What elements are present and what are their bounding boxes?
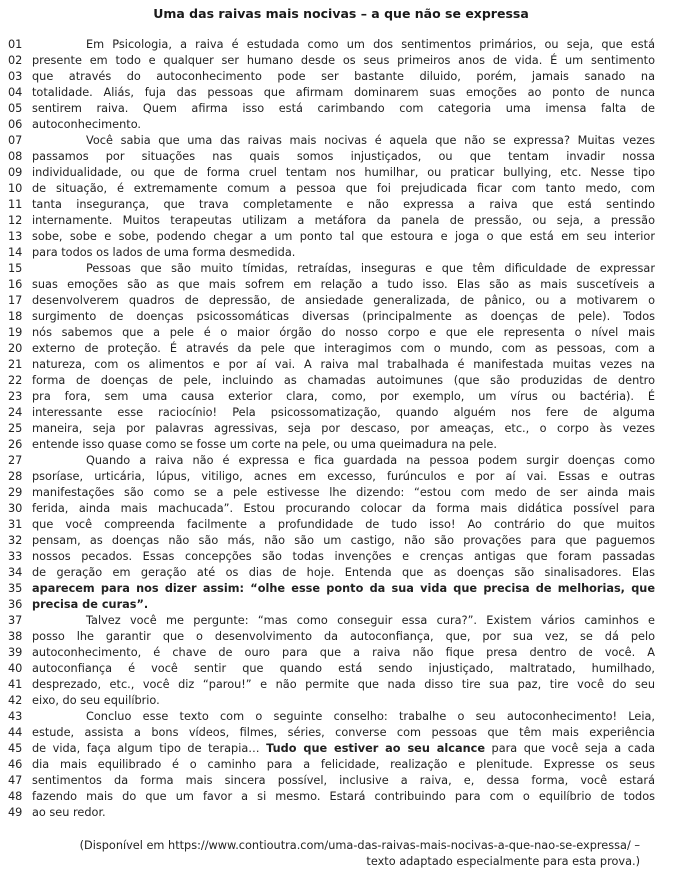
line-text: sentirem raiva. Quem afirma isso está carimbando com categoria uma imensa falta de xyxy=(32,102,655,115)
text-line xyxy=(8,309,655,325)
text-line xyxy=(8,421,655,437)
line-text: de vida, faça algum tipo de terapia… Tudo que estiver ao seu alcance para que você seja a cada xyxy=(32,742,655,755)
line-text: presente em todo e qualquer ser humano desde os seus primeiros anos de vida. É um sentimento xyxy=(32,54,655,67)
line-text: que através do autoconhecimento pode ser bastante diluido, porém, jamais sanado na xyxy=(32,70,655,83)
text-line xyxy=(8,293,655,309)
line-text: surgimento de doenças psicossomáticas diversas (principalmente as doenças de pele). Todos xyxy=(32,310,655,323)
line-text: autoconfiança é você sentir que quando está sendo injustiçado, maltratado, humilhado, xyxy=(32,662,655,675)
text-line xyxy=(8,693,655,709)
text-line xyxy=(8,85,655,101)
line-number: 23 xyxy=(8,390,23,403)
line-number: 16 xyxy=(8,278,23,291)
text-line xyxy=(8,597,655,613)
line-number: 37 xyxy=(8,614,23,627)
line-number: 09 xyxy=(8,166,23,179)
text-line xyxy=(8,37,655,53)
line-number: 01 xyxy=(8,38,23,51)
text-line xyxy=(8,485,655,501)
text-line xyxy=(8,245,655,261)
line-number: 11 xyxy=(8,198,23,211)
text-line xyxy=(8,213,655,229)
line-text: sobe, sobe e sobe, podendo chegar a um ponto tal que estoura e joga o que está em seu interior xyxy=(32,230,655,243)
line-number: 07 xyxy=(8,134,23,147)
line-text: ao seu redor. xyxy=(32,806,106,819)
text-line xyxy=(8,405,655,421)
page-title: Uma das raivas mais nocivas – a que não se expressa xyxy=(153,6,529,21)
line-text: sentimentos da forma mais sincera possível, inclusive a raiva, e, dessa forma, você estará xyxy=(32,774,655,787)
text-line xyxy=(8,53,655,69)
text-line xyxy=(8,373,655,389)
line-number: 43 xyxy=(8,710,23,723)
text-line xyxy=(8,261,655,277)
text-line xyxy=(8,645,655,661)
line-number: 24 xyxy=(8,406,23,419)
line-number: 45 xyxy=(8,742,23,755)
line-text: de geração em geração até os dias de hoje. Entenda que as doenças são sinalisadores. Elas xyxy=(32,566,655,579)
text-line xyxy=(8,165,655,181)
line-text: eixo, do seu equilíbrio. xyxy=(32,694,160,707)
line-number: 46 xyxy=(8,758,23,771)
line-number: 47 xyxy=(8,774,23,787)
text-line xyxy=(8,533,655,549)
line-text: natureza, com os alimentos e por aí vai. A raiva mal trabalhada é manifestada muitas vezes na xyxy=(32,358,655,371)
line-number: 35 xyxy=(8,582,23,595)
line-number: 04 xyxy=(8,86,23,99)
text-line xyxy=(8,149,655,165)
line-number: 14 xyxy=(8,246,23,259)
line-text: maneira, seja por palavras agressivas, seja por descaso, por ameaças, etc., o corpo às vezes xyxy=(32,422,655,435)
text-line xyxy=(8,613,655,629)
text-line xyxy=(8,565,655,581)
text-line xyxy=(8,229,655,245)
line-text: internamente. Muitos terapeutas utilizam a metáfora da panela de pressão, ou seja, a pressão xyxy=(32,214,655,227)
line-number: 26 xyxy=(8,438,23,451)
line-text: que você compreenda facilmente a profundidade de tudo isso! Ao contrário do que muitos xyxy=(32,518,655,531)
line-text: manifestações são como se a pele estivesse lhe dizendo: “estou com medo de ser ainda mais xyxy=(32,486,655,499)
text-line xyxy=(8,341,655,357)
line-number: 02 xyxy=(8,54,23,67)
text-line xyxy=(8,69,655,85)
line-text: posso lhe garantir que o desenvolvimento da autoconfiança, que, por sua vez, se dá pelo xyxy=(32,630,655,643)
text-line xyxy=(8,709,655,725)
text-line xyxy=(8,757,655,773)
line-text: individualidade, ou que de forma cruel tentam nos humilhar, ou praticar bullying, etc. Nesse tipo xyxy=(32,166,655,179)
line-text: tanta insegurança, que trava completamente e não expressa a raiva que está sentindo xyxy=(32,198,655,211)
line-text: nossos pecados. Essas concepções são todas invenções e crenças antigas que foram passadas xyxy=(32,550,655,563)
text-line xyxy=(8,117,655,133)
text-line xyxy=(8,453,655,469)
line-text: Você sabia que uma das raivas mais nocivas é aquela que não se expressa? Muitas vezes xyxy=(86,134,655,147)
line-text: autoconhecimento. xyxy=(32,118,142,131)
line-text: nós sabemos que a pele é o maior órgão do nosso corpo e que ele representa o nível mais xyxy=(32,326,655,339)
line-number: 18 xyxy=(8,310,23,323)
text-line xyxy=(8,101,655,117)
line-number: 36 xyxy=(8,598,23,611)
source-citation xyxy=(0,838,682,870)
line-text: desprezado, etc., você diz “parou!” e não permite que nada disso tire sua paz, tire você do seu xyxy=(32,678,655,691)
line-text: interessante esse raciocínio! Pela psicossomatização, quando alguém nos fere de alguma xyxy=(32,406,655,419)
line-number: 06 xyxy=(8,118,23,131)
line-number: 15 xyxy=(8,262,23,275)
line-text: pra fora, sem uma causa exterior clara, como, por exemplo, um vírus ou bactéria). É xyxy=(32,390,655,403)
text-line xyxy=(8,181,655,197)
line-number: 12 xyxy=(8,214,23,227)
text-line xyxy=(8,357,655,373)
text-line xyxy=(8,789,655,805)
line-number: 49 xyxy=(8,806,23,819)
line-text: desenvolverem quadros de depressão, de ansiedade generalizada, de pânico, ou a motivarem o xyxy=(32,294,655,307)
text-line xyxy=(8,197,655,213)
line-text: Talvez você me pergunte: “mas como conseguir essa cura?”. Existem vários caminhos e xyxy=(86,614,655,627)
line-number: 30 xyxy=(8,502,23,515)
line-number: 17 xyxy=(8,294,23,307)
text-line xyxy=(8,741,655,757)
line-text: pensam, as doenças não são más, não são um castigo, não são provações para que paguemos xyxy=(32,534,655,547)
line-text: entende isso quase como se fosse um corte na pele, ou uma queimadura na pele. xyxy=(32,438,497,451)
text-line xyxy=(8,501,655,517)
line-text: psoríase, urticária, lúpus, vitiligo, acnes em excesso, furúnculos e por aí vai. Essas e outras xyxy=(32,470,655,483)
source-line-2: texto adaptado especialmente para esta prova.) xyxy=(366,855,640,868)
line-text: aparecem para nos dizer assim: “olhe esse ponto da sua vida que precisa de melhorias, que xyxy=(32,582,655,595)
line-text: Pessoas que são muito tímidas, retraídas, inseguras e que têm dificuldade de expressar xyxy=(86,262,655,275)
text-line xyxy=(8,805,655,821)
text-line xyxy=(8,133,655,149)
text-line xyxy=(8,517,655,533)
line-number: 05 xyxy=(8,102,23,115)
line-text: ferida, ainda mais machucada”. Estou procurando colocar da forma mais didática possível para xyxy=(32,502,655,515)
line-number: 38 xyxy=(8,630,23,643)
line-text: estude, assista a bons vídeos, filmes, séries, converse com pessoas que têm mais experiência xyxy=(32,726,655,739)
line-text: precisa de curas”. xyxy=(32,598,149,611)
text-line xyxy=(8,677,655,693)
line-number: 22 xyxy=(8,374,23,387)
line-text: Em Psicologia, a raiva é estudada como um dos sentimentos primários, ou seja, que está xyxy=(86,38,655,51)
line-text: Quando a raiva não é expressa e fica guardada na pessoa podem surgir doenças como xyxy=(86,454,655,467)
line-text: externo de proteção. É através da pele que interagimos com o mundo, com as pessoas, com a xyxy=(32,342,655,355)
text-line xyxy=(8,773,655,789)
line-number: 48 xyxy=(8,790,23,803)
line-number: 25 xyxy=(8,422,23,435)
line-number: 03 xyxy=(8,70,23,83)
line-text: de situação, é extremamente comum a pessoa que foi prejudicada ficar com tanto medo, com xyxy=(32,182,655,195)
line-number: 08 xyxy=(8,150,23,163)
line-number: 20 xyxy=(8,342,23,355)
line-number: 32 xyxy=(8,534,23,547)
line-number: 19 xyxy=(8,326,23,339)
line-text: Concluo esse texto com o seguinte conselho: trabalhe o seu autoconhecimento! Leia, xyxy=(86,710,655,723)
text-line xyxy=(8,581,655,597)
line-number: 28 xyxy=(8,470,23,483)
text-line xyxy=(8,437,655,453)
line-text: dia mais equilibrado é o caminho para a felicidade, realização e plenitude. Expresse os seus xyxy=(32,758,655,771)
text-line xyxy=(8,661,655,677)
line-text: fazendo mais do que um favor a si mesmo. Estará contribuindo para com o equilíbrio de todos xyxy=(32,790,655,803)
line-number: 10 xyxy=(8,182,23,195)
text-line xyxy=(8,725,655,741)
line-text: forma de doenças de pele, incluindo as chamadas autoimunes (que são produzidas de dentro xyxy=(32,374,655,387)
line-number: 40 xyxy=(8,662,23,675)
line-text: passamos por situações nas quais somos injustiçados, ou que tentam invadir nossa xyxy=(32,150,655,163)
text-line xyxy=(8,325,655,341)
line-number: 41 xyxy=(8,678,23,691)
text-line xyxy=(8,549,655,565)
line-number: 31 xyxy=(8,518,23,531)
line-number: 29 xyxy=(8,486,23,499)
line-text: totalidade. Aliás, fuja das pessoas que afirmam dominarem suas emoções ao ponto de nunca xyxy=(32,86,655,99)
line-number: 34 xyxy=(8,566,23,579)
line-number: 42 xyxy=(8,694,23,707)
source-line-1: (Disponível em https://www.contioutra.com/uma-das-raivas-mais-nocivas-a-que-nao-se-expressa/ – xyxy=(79,839,640,852)
line-number: 27 xyxy=(8,454,23,467)
text-line xyxy=(8,277,655,293)
line-number: 39 xyxy=(8,646,23,659)
line-number: 13 xyxy=(8,230,23,243)
line-text: para todos os lados de uma forma desmedida. xyxy=(32,246,296,259)
line-number: 21 xyxy=(8,358,23,371)
text-line xyxy=(8,629,655,645)
line-text: autoconhecimento, é chave de ouro para que a raiva não fique presa dentro de você. A xyxy=(32,646,655,659)
text-line xyxy=(8,389,655,405)
line-number: 44 xyxy=(8,726,23,739)
text-body xyxy=(0,37,682,821)
line-number: 33 xyxy=(8,550,23,563)
text-line xyxy=(8,469,655,485)
line-text: suas emoções são as que mais sofrem em relação a tudo isso. Elas são as mais suscetíveis a xyxy=(32,278,655,291)
